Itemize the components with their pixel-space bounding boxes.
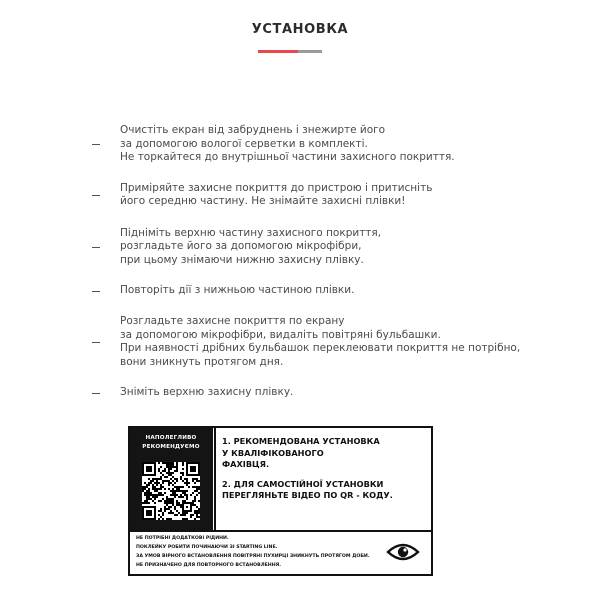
qr-code-graphic bbox=[142, 462, 200, 520]
qr-panel bbox=[130, 428, 213, 530]
step-dash bbox=[92, 195, 100, 196]
step-5-line-4: вони зникнуть протягом дня. bbox=[120, 355, 284, 368]
step-5 bbox=[92, 315, 542, 369]
step-2-line-1: Приміряйте захисне покриття до пристрою і притисніть bbox=[120, 181, 433, 194]
rec-1-line-3: ФАХІВЦЯ. bbox=[222, 459, 270, 469]
step-1-line-1: Очистіть екран від забруднень і знежирте його bbox=[120, 124, 386, 136]
title-underline bbox=[258, 50, 322, 53]
step-6 bbox=[92, 386, 542, 400]
page-title: УСТАНОВКА bbox=[251, 22, 349, 37]
note-4: НЕ ПРИЗНАЧЕНО ДЛЯ ПОВТОРНОГО ВСТАНОВЛЕННЯ. bbox=[136, 563, 282, 568]
rec-1-line-1: 1. РЕКОМЕНДОВАНА УСТАНОВКА bbox=[222, 436, 380, 446]
step-5-line-3: При наявності дрібних бульбашок переклеювати покриття не потрібно, bbox=[120, 342, 521, 354]
step-dash bbox=[92, 393, 100, 394]
step-3 bbox=[92, 227, 542, 268]
step-2 bbox=[92, 182, 542, 210]
step-dash bbox=[92, 342, 100, 343]
rec-2-line-1: 2. ДЛЯ САМОСТІЙНОЇ УСТАНОВКИ bbox=[222, 478, 384, 489]
step-dash bbox=[92, 144, 100, 145]
vertical-divider bbox=[214, 428, 216, 530]
eye-icon bbox=[386, 540, 420, 564]
note-2: ПОКЛЕЙКУ РОБИТИ ПОЧИНАЮЧИ ЗІ STARTING LINE. bbox=[136, 545, 278, 550]
note-1: НЕ ПОТРІБНІ ДОДАТКОВІ РІДИНИ. bbox=[136, 536, 229, 541]
rec-2-line-2: ПЕРЕГЛЯНЬТЕ ВІДЕО ПО QR - КОДУ. bbox=[222, 490, 393, 500]
rec-1-line-2: У КВАЛІФІКОВАНОГО bbox=[222, 447, 324, 458]
horizontal-divider bbox=[130, 530, 431, 532]
step-dash bbox=[92, 247, 100, 248]
step-3-line-3: при цьому знімаючи нижню захисну плівку. bbox=[120, 253, 364, 266]
note-3: ЗА УМОВ ВІРНОГО ВСТАНОВЛЕННЯ ПОВІТРЯНІ ПУХИРЦІ ЗНИКНУТЬ ПРОТЯГОМ ДОБИ. bbox=[136, 554, 370, 559]
recommend-badge bbox=[136, 434, 206, 452]
step-2-line-2: його середню частину. Не знімайте захисні плівки! bbox=[120, 195, 406, 207]
step-5-line-2: за допомогою мікрофібри, видаліть повітряні бульбашки. bbox=[120, 328, 441, 341]
step-3-line-1: Підніміть верхню частину захисного покриття, bbox=[120, 226, 382, 239]
title-underline-red bbox=[258, 50, 298, 53]
step-1-line-2: за допомогою вологої серветки в комплекті. bbox=[120, 137, 368, 150]
step-1 bbox=[92, 124, 542, 165]
badge-line-1: НАПОЛЕГЛИВО bbox=[145, 435, 197, 441]
step-4-line-1: Повторіть дії з нижньою частиною плівки. bbox=[120, 284, 355, 296]
step-6-line-1: Зніміть верхню захисну плівку. bbox=[120, 386, 294, 398]
step-5-line-1: Розгладьте захисне покриття по екрану bbox=[120, 315, 345, 327]
step-4 bbox=[92, 284, 542, 298]
title-underline-grey bbox=[298, 50, 322, 53]
step-dash bbox=[92, 291, 100, 292]
qr-code-icon[interactable] bbox=[142, 462, 200, 520]
installation-steps bbox=[92, 124, 542, 417]
step-1-line-3: Не торкайтеся до внутрішньої частини захисного покриття. bbox=[120, 151, 455, 163]
recommendation-text bbox=[222, 436, 427, 502]
recommendation-card bbox=[128, 426, 433, 576]
step-3-line-2: розгладьте його за допомогою мікрофібри, bbox=[120, 240, 362, 252]
badge-line-2: РЕКОМЕНДУЄМО bbox=[142, 444, 200, 450]
card-notes bbox=[136, 534, 372, 570]
